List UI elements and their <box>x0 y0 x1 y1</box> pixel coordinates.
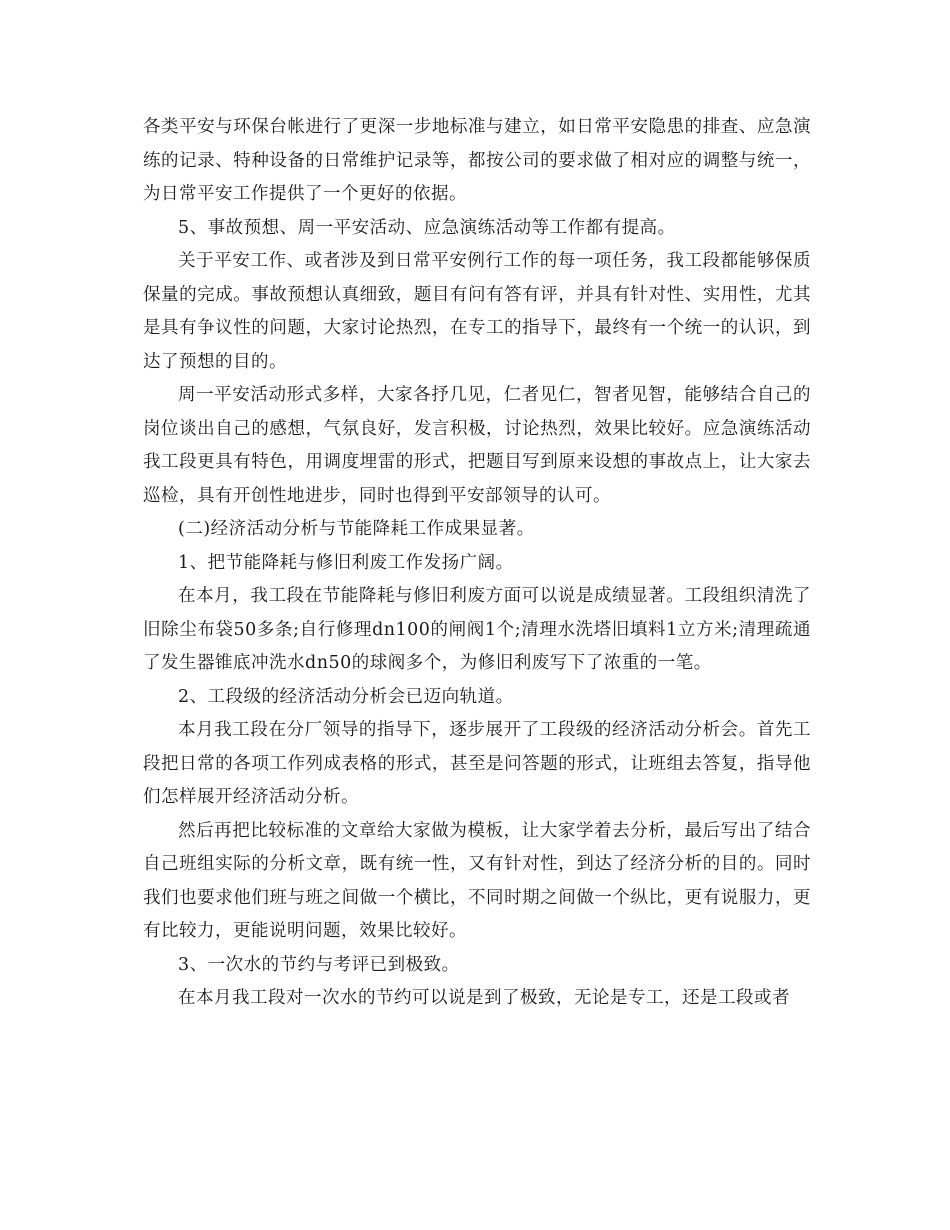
paragraph-analysis-template: 然后再把比较标准的文章给大家做为模板，让大家学着去分析，最后写出了结合自己班组实际的分析文章，既有统一性，又有针对性，到达了经济分析的目的。同时我们也要求他们班与班之间做一个横比，不同时期之间做一个纵比，更有说服力，更有比较力，更能说明问题，效果比较好。 <box>143 820 811 941</box>
document-body <box>143 111 811 1016</box>
paragraph-safety-tasks: 关于平安工作、或者涉及到日常平安例行工作的每一项任务，我工段都能够保质保量的完成。事故预想认真细致，题目有问有答有评，并具有针对性、实用性，尤其是具有争议性的问题，大家讨论热烈，在专工的指导下，最终有一个统一的认识，到达了预想的目的。 <box>143 251 811 372</box>
heading-section-two: (二)经济活动分析与节能降耗工作成果显著。 <box>178 519 535 539</box>
paragraph-ledger-continued: 各类平安与环保台帐进行了更深一步地标准与建立，如日常平安隐患的排查、应急演练的记录、特种设备的日常维护记录等，都按公司的要求做了相对应的调整与统一，为日常平安工作提供了一个更好的依据。 <box>143 117 811 204</box>
paragraph-economic-analysis: 本月我工段在分厂领导的指导下，逐步展开了工段级的经济活动分析会。首先工段把日常的各项工作列成表格的形式，甚至是问答题的形式，让班组去答复，指导他们怎样展开经济活动分析。 <box>143 720 811 807</box>
paragraph-monday-activity: 周一平安活动形式多样，大家各抒几见，仁者见仁，智者见智，能够结合自己的岗位谈出自己的感想，气氛良好，发言积极，讨论热烈，效果比较好。应急演练活动我工段更具有特色，用调度埋雷的形式，把题目写到原来设想的事故点上，让大家去巡检，具有开创性地进步，同时也得到平安部领导的认可。 <box>143 385 811 506</box>
paragraph-water-saving: 在本月我工段对一次水的节约可以说是到了极致，无论是专工，还是工段或者 <box>178 988 790 1008</box>
paragraph-energy-saving: 在本月，我工段在节能降耗与修旧利废方面可以说是成绩显著。工段组织清洗了旧除尘布袋50多条;自行修理dn100的闸阀1个;清理水洗塔旧填料1立方米;清理疏通了发生器锥底冲洗水dn50的球阀多个，为修旧利废写下了浓重的一笔。 <box>143 586 811 673</box>
heading-energy-saving: 1、把节能降耗与修旧利废工作发扬广阔。 <box>178 552 514 573</box>
heading-water-saving: 3、一次水的节约与考评已到极致。 <box>178 954 460 975</box>
heading-accident-drills: 5、事故预想、周一平安活动、应急演练活动等工作都有提高。 <box>178 217 676 238</box>
heading-economic-analysis: 2、工段级的经济活动分析会已迈向轨道。 <box>178 686 514 707</box>
